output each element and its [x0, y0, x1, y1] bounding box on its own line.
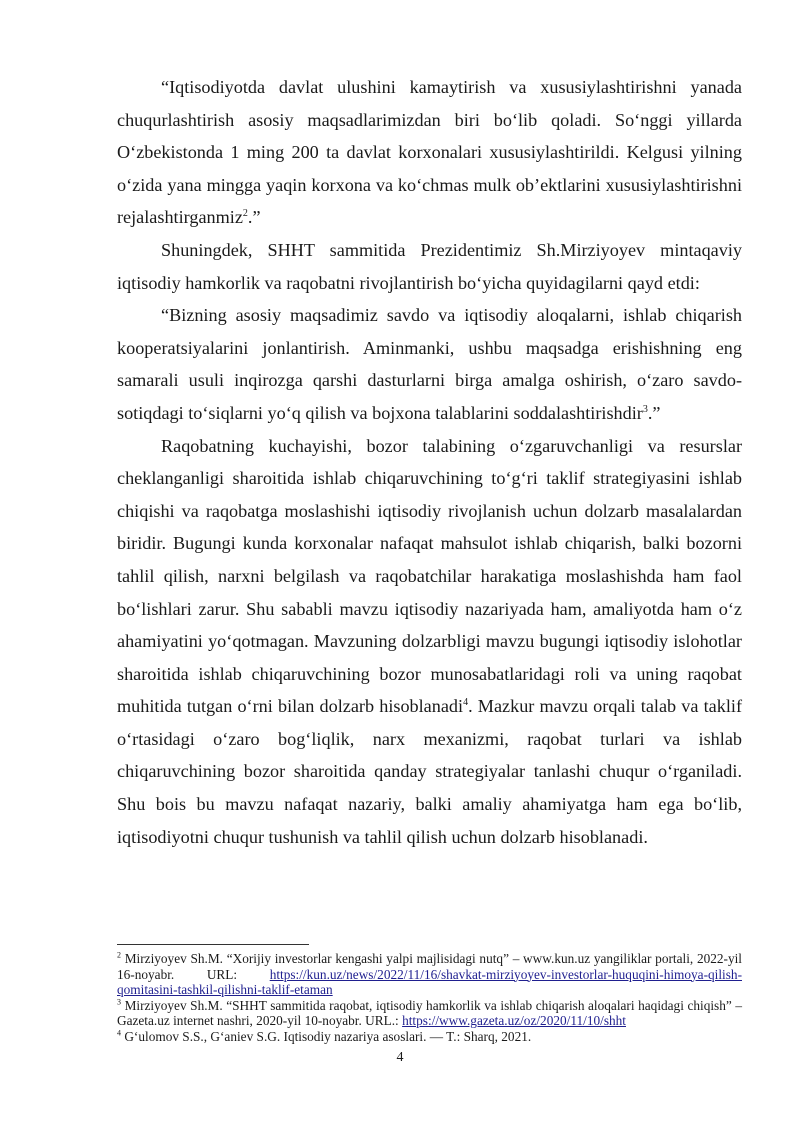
paragraph-tail: .”	[647, 402, 661, 423]
footnote-text: Gʻulomov S.S., Gʻaniev S.G. Iqtisodiy nazariya asoslari. — T.: Sharq, 2021.	[121, 1028, 532, 1044]
footnote-4	[117, 1029, 742, 1045]
footnote-number: 4	[117, 1028, 121, 1038]
footnotes	[117, 951, 742, 1045]
footnote-text: Mirziyoyev Sh.M. “Xorijiy investorlar kengashi yalpi majlisidagi nutq” – www.kun.uz yangiliklar portali, 2022-yil 16-noyabr. URL:	[117, 951, 742, 982]
footnote-link[interactable]: https://www.gazeta.uz/oz/2020/11/10/shht	[402, 1013, 626, 1029]
footnote-separator	[117, 944, 309, 945]
footnote-2	[117, 951, 742, 998]
footnote-link[interactable]: https://kun.uz/news/2022/11/16/shavkat-mirziyoyev-investorlar-huquqini-himoya-qilish-qomitasini-tashkil-qilishni-taklif-etaman	[117, 966, 742, 998]
footnote-number: 2	[117, 950, 121, 960]
body-text	[117, 71, 742, 853]
paragraph-text: “Bizning asosiy maqsadimiz savdo va iqtisodiy aloqalarni, ishlab chiqarish kooperatsiyalarini jonlantirish. Aminmanki, ushbu maqsadga erishishning eng samarali usuli inqirozga qarshi dasturlarni birga amalga oshirish, oʻzaro savdo-sotiqdagi toʻsiqlarni yoʻq qilish va bojxona talablarini soddalashtirishdir	[117, 305, 742, 423]
paragraph-relevance	[117, 430, 742, 854]
footnote-ref: 2	[242, 208, 248, 220]
paragraph-quote-cooperation	[117, 299, 742, 429]
paragraph-quote-privatization	[117, 71, 742, 234]
footnote-3	[117, 998, 742, 1029]
page-number: 4	[396, 1050, 404, 1065]
paragraph-text: Shuningdek, SHHT sammitida Prezidentimiz Sh.Mirziyoyev mintaqaviy iqtisodiy hamkorlik va raqobatni rivojlantirish boʻyicha quyidagilarni qayd etdi:	[117, 239, 742, 293]
footnote-text: Mirziyoyev Sh.M. “SHHT sammitida raqobat, iqtisodiy hamkorlik va ishlab chiqarish aloqalari haqidagi chiqish” – Gazeta.uz internet nashri, 2020-yil 10-noyabr. URL.:	[117, 997, 742, 1029]
paragraph-tail: . Mazkur mavzu orqali talab va taklif oʻrtasidagi oʻzaro bogʻliqlik, narx mexanizmi, raqobat turlari va ishlab chiqaruvchining bozor sharoitida qanday strategiyalar tanlashi chuqur oʻrganiladi. Shu bois bu mavzu nafaqat nazariy, balki amaliy ahamiyatga ham ega boʻlib, iqtisodiyotni chuqur tushunish va tahlil qilish uchun dolzarb hisoblanadi.	[117, 696, 742, 847]
footnote-ref: 4	[463, 697, 469, 709]
paragraph-text: Raqobatning kuchayishi, bozor talabining oʻzgaruvchanligi va resurslar cheklanganligi sharoitida ishlab chiqaruvchining toʻgʻri taklif strategiyasini ishlab chiqishi va raqobatga moslashishi iqtisodiy rivojlanish uchun dolzarb masalalardan biridir. Bugungi kunda korxonalar nafaqat mahsulot ishlab chiqarish, balki bozorni tahlil qilish, narxni belgilash va raqobatchilar harakatiga moslashishda ham faol boʻlishlari zarur. Shu sababli mavzu iqtisodiy nazariyada ham, amaliyotda ham oʻz ahamiyatini yoʻqotmagan. Mavzuning dolzarbligi mavzu bugungi iqtisodiy islohotlar sharoitida ishlab chiqaruvchining bozor munosabatlaridagi roli va uning raqobat muhitida tutgan oʻrni bilan dolzarb hisoblanadi	[117, 435, 742, 717]
footnote-ref: 3	[642, 403, 648, 415]
paragraph-text: “Iqtisodiyotda davlat ulushini kamaytirish va xususiylashtirishni yanada chuqurlashtirish asosiy maqsadlarimizdan biri boʻlib qoladi. Soʻnggi yillarda Oʻzbekistonda 1 ming 200 ta davlat korxonalari xususiylashtirildi. Kelgusi yilning oʻzida yana mingga yaqin korxona va koʻchmas mulk obʼektlarini xususiylashtirishni rejalashtirganmiz	[117, 77, 742, 228]
paragraph-shht-intro	[117, 234, 742, 299]
footnote-number: 3	[117, 997, 121, 1007]
paragraph-tail: .”	[247, 207, 261, 228]
